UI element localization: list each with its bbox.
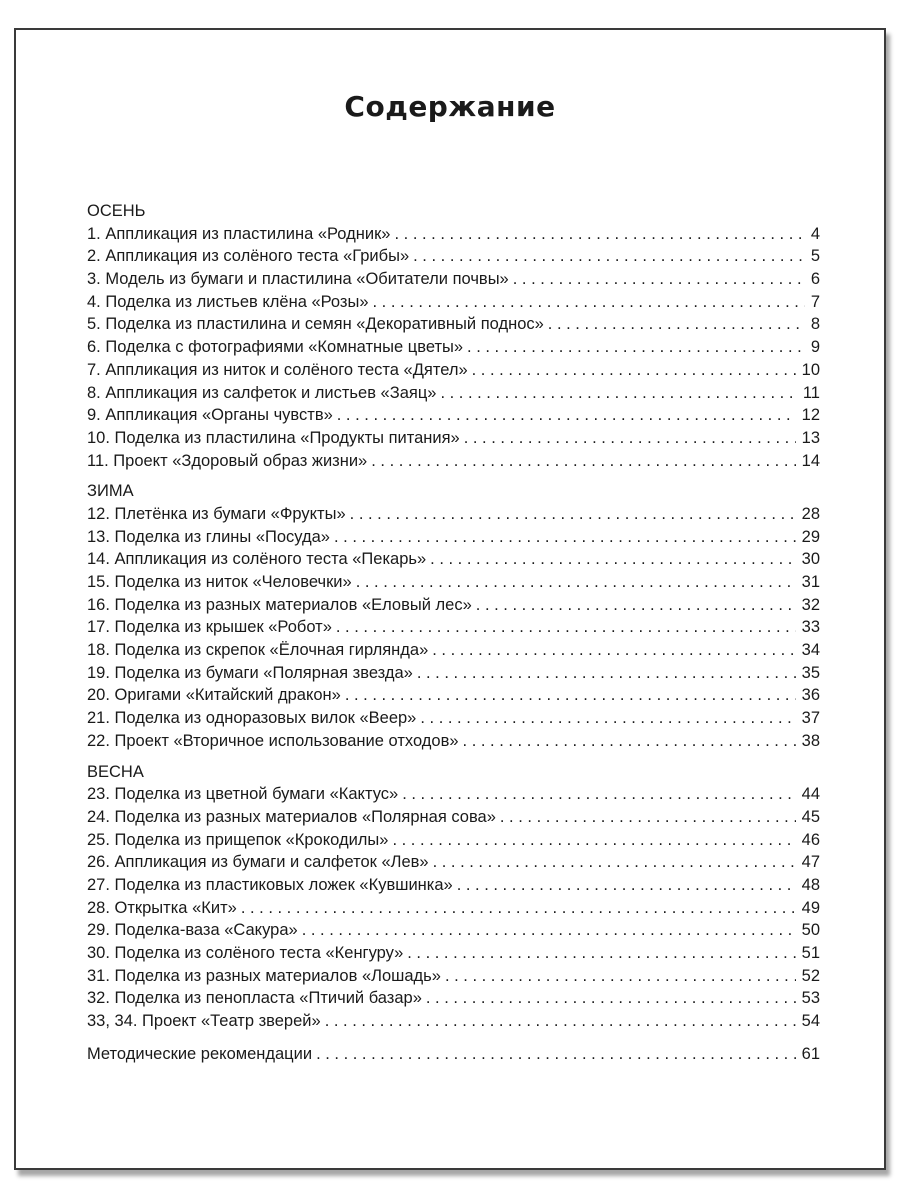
toc-entry[interactable] xyxy=(87,965,820,988)
toc-entry[interactable] xyxy=(87,526,820,549)
toc-entry[interactable] xyxy=(87,662,820,685)
toc-entry-page: 38 xyxy=(801,731,820,750)
toc-entry-label: 7. Аппликация из ниток и солёного теста «Дятел» xyxy=(87,360,468,379)
toc-section xyxy=(87,761,820,1033)
toc-entry[interactable] xyxy=(87,919,820,942)
toc-entry-label: 16. Поделка из разных материалов «Еловый лес» xyxy=(87,595,472,614)
toc-entry-page: 53 xyxy=(801,989,820,1008)
table-of-contents xyxy=(87,200,820,1065)
toc-entry-label: 8. Аппликация из салфеток и листьев «Заяц» xyxy=(87,383,437,402)
leader-dots xyxy=(464,427,796,450)
toc-entry-page: 11 xyxy=(802,383,820,402)
toc-entry[interactable] xyxy=(87,503,820,526)
leader-dots xyxy=(334,526,796,549)
leader-dots xyxy=(513,268,805,291)
toc-entry-label: 32. Поделка из пенопласта «Птичий базар» xyxy=(87,989,422,1008)
leader-dots xyxy=(476,594,796,617)
leader-dots xyxy=(241,897,796,920)
toc-entry-page: 10 xyxy=(801,360,820,379)
toc-entry-label: 33, 34. Проект «Театр зверей» xyxy=(87,1012,321,1031)
toc-entry-label: 31. Поделка из разных материалов «Лошадь» xyxy=(87,966,441,985)
toc-entry[interactable] xyxy=(87,548,820,571)
toc-entry[interactable] xyxy=(87,404,820,427)
leader-dots xyxy=(467,336,805,359)
leader-dots xyxy=(417,662,796,685)
toc-entry-label: 15. Поделка из ниток «Человечки» xyxy=(87,573,352,591)
toc-entry-label: 14. Аппликация из солёного теста «Пекарь» xyxy=(87,550,427,569)
toc-entry[interactable] xyxy=(87,942,820,965)
leader-dots xyxy=(440,382,796,405)
toc-entry-label: 30. Поделка из солёного теста «Кенгуру» xyxy=(87,944,404,962)
toc-entry-label: 6. Поделка с фотографиями «Комнатные цветы» xyxy=(87,338,464,357)
toc-entry-page: 47 xyxy=(801,853,820,872)
leader-dots xyxy=(407,942,795,965)
toc-section xyxy=(87,200,820,472)
toc-entry[interactable] xyxy=(87,245,820,268)
leader-dots xyxy=(420,707,795,730)
toc-entry[interactable] xyxy=(87,684,820,707)
leader-dots xyxy=(394,223,804,246)
leader-dots xyxy=(350,503,796,526)
toc-entry-page: 48 xyxy=(801,875,820,894)
toc-entry-label: 19. Поделка из бумаги «Полярная звезда» xyxy=(87,663,413,682)
leader-dots xyxy=(426,987,796,1010)
toc-entry-label: 21. Поделка из одноразовых вилок «Веер» xyxy=(87,709,417,728)
leader-dots xyxy=(316,1043,796,1066)
toc-entry-page: 52 xyxy=(801,966,820,985)
toc-entry-page: 32 xyxy=(801,595,820,614)
toc-entry-label: 20. Оригами «Китайский дракон» xyxy=(87,686,341,705)
toc-entry-page: 37 xyxy=(801,709,820,728)
leader-dots xyxy=(373,291,805,314)
leader-dots xyxy=(432,639,795,662)
toc-entry-label: 25. Поделка из прищепок «Крокодилы» xyxy=(87,830,389,849)
toc-entry-label: 23. Поделка из цветной бумаги «Кактус» xyxy=(87,785,399,804)
toc-entry-label: 10. Поделка из пластилина «Продукты питания» xyxy=(87,428,460,447)
toc-entry-label: 24. Поделка из разных материалов «Полярная сова» xyxy=(87,807,496,826)
toc-entry-page: 13 xyxy=(801,428,820,447)
toc-entry[interactable] xyxy=(87,359,820,382)
leader-dots xyxy=(463,730,796,753)
leader-dots xyxy=(402,783,795,806)
toc-entry[interactable] xyxy=(87,1010,820,1033)
toc-entry-label: 4. Поделка из листьев клёна «Розы» xyxy=(87,292,369,311)
toc-entry-label: 29. Поделка-ваза «Сакура» xyxy=(87,921,298,940)
toc-entry-label: 27. Поделка из пластиковых ложек «Кувшинка» xyxy=(87,875,453,894)
toc-entry-page: 44 xyxy=(801,785,820,804)
leader-dots xyxy=(548,313,805,336)
toc-entry-page: 28 xyxy=(801,504,820,523)
toc-entry-label: 3. Модель из бумаги и пластилина «Обитатели почвы» xyxy=(87,270,509,289)
toc-entry-label: Методические рекомендации xyxy=(87,1044,313,1063)
section-heading: ВЕСНА xyxy=(87,762,144,781)
leader-dots xyxy=(356,571,796,594)
toc-entry[interactable] xyxy=(87,336,820,359)
toc-entry[interactable] xyxy=(87,851,820,874)
toc-entry-page: 9 xyxy=(810,338,820,357)
section-heading: ОСЕНЬ xyxy=(87,202,146,220)
toc-entry[interactable] xyxy=(87,594,820,617)
toc-entry[interactable] xyxy=(87,382,820,405)
toc-entry[interactable] xyxy=(87,829,820,852)
toc-entry-page: 50 xyxy=(801,921,820,940)
toc-entry-page: 4 xyxy=(810,224,820,243)
toc-entry[interactable] xyxy=(87,223,820,246)
toc-entry-page: 6 xyxy=(810,270,820,289)
leader-dots xyxy=(336,616,796,639)
toc-entry-page: 30 xyxy=(801,550,820,569)
leader-dots xyxy=(472,359,796,382)
toc-entry[interactable] xyxy=(87,616,820,639)
toc-entry-label: 11. Проект «Здоровый образ жизни» xyxy=(87,451,368,470)
toc-entry-page: 14 xyxy=(801,451,820,470)
toc-entry-methodical[interactable] xyxy=(87,1043,820,1066)
toc-section xyxy=(87,480,820,752)
leader-dots xyxy=(371,450,795,473)
toc-entry[interactable] xyxy=(87,806,820,829)
leader-dots xyxy=(433,851,796,874)
toc-entry-page: 5 xyxy=(810,247,820,266)
leader-dots xyxy=(345,684,796,707)
toc-entry-page: 33 xyxy=(801,618,820,637)
toc-entry-label: 26. Аппликация из бумаги и салфеток «Лев» xyxy=(87,853,429,872)
toc-entry[interactable] xyxy=(87,639,820,662)
toc-entry[interactable] xyxy=(87,707,820,730)
leader-dots xyxy=(337,404,796,427)
toc-entry-label: 2. Аппликация из солёного теста «Грибы» xyxy=(87,247,410,266)
toc-entry-label: 17. Поделка из крышек «Робот» xyxy=(87,618,332,637)
toc-entry[interactable] xyxy=(87,291,820,314)
toc-entry-page: 61 xyxy=(801,1044,820,1063)
toc-entry-label: 12. Плетёнка из бумаги «Фрукты» xyxy=(87,504,346,523)
toc-entry[interactable] xyxy=(87,571,820,594)
page-title: Содержание xyxy=(344,90,556,123)
leader-dots xyxy=(430,548,795,571)
leader-dots xyxy=(445,965,796,988)
leader-dots xyxy=(457,874,796,897)
toc-entry[interactable] xyxy=(87,730,820,753)
toc-entry[interactable] xyxy=(87,268,820,291)
toc-entry[interactable] xyxy=(87,987,820,1010)
toc-entry-label: 13. Поделка из глины «Посуда» xyxy=(87,527,330,546)
toc-entry-label: 5. Поделка из пластилина и семян «Декоративный поднос» xyxy=(87,315,544,334)
toc-entry-label: 1. Аппликация из пластилина «Родник» xyxy=(87,224,391,243)
toc-entry-label: 18. Поделка из скрепок «Ёлочная гирлянда» xyxy=(87,641,429,660)
toc-entry-page: 49 xyxy=(801,898,820,917)
leader-dots xyxy=(392,829,795,852)
toc-entry[interactable] xyxy=(87,874,820,897)
section-heading: ЗИМА xyxy=(87,482,134,501)
toc-entry-page: 54 xyxy=(801,1012,820,1031)
leader-dots xyxy=(302,919,796,942)
toc-entry-label: 28. Открытка «Кит» xyxy=(87,898,237,917)
toc-entry-page: 8 xyxy=(810,315,820,334)
toc-entry-page: 12 xyxy=(801,406,820,425)
toc-entry[interactable] xyxy=(87,897,820,920)
toc-entry-page: 45 xyxy=(801,807,820,826)
toc-entry-page: 31 xyxy=(801,573,820,591)
leader-dots xyxy=(500,806,796,829)
toc-entry[interactable] xyxy=(87,783,820,806)
toc-entry-label: 22. Проект «Вторичное использование отходов» xyxy=(87,731,459,750)
toc-entry-page: 34 xyxy=(801,641,820,660)
leader-dots xyxy=(413,245,805,268)
toc-entry-label: 9. Аппликация «Органы чувств» xyxy=(87,406,333,425)
toc-entry-page: 7 xyxy=(810,292,820,311)
document-page xyxy=(14,28,886,1170)
toc-entry-page: 29 xyxy=(801,527,820,546)
toc-entry-page: 35 xyxy=(801,663,820,682)
toc-entry[interactable] xyxy=(87,313,820,336)
toc-entry-page: 51 xyxy=(801,944,820,962)
toc-entry[interactable] xyxy=(87,427,820,450)
toc-entry-page: 46 xyxy=(801,830,820,849)
leader-dots xyxy=(325,1010,796,1033)
toc-entry-page: 36 xyxy=(801,686,820,705)
toc-entry[interactable] xyxy=(87,450,820,473)
